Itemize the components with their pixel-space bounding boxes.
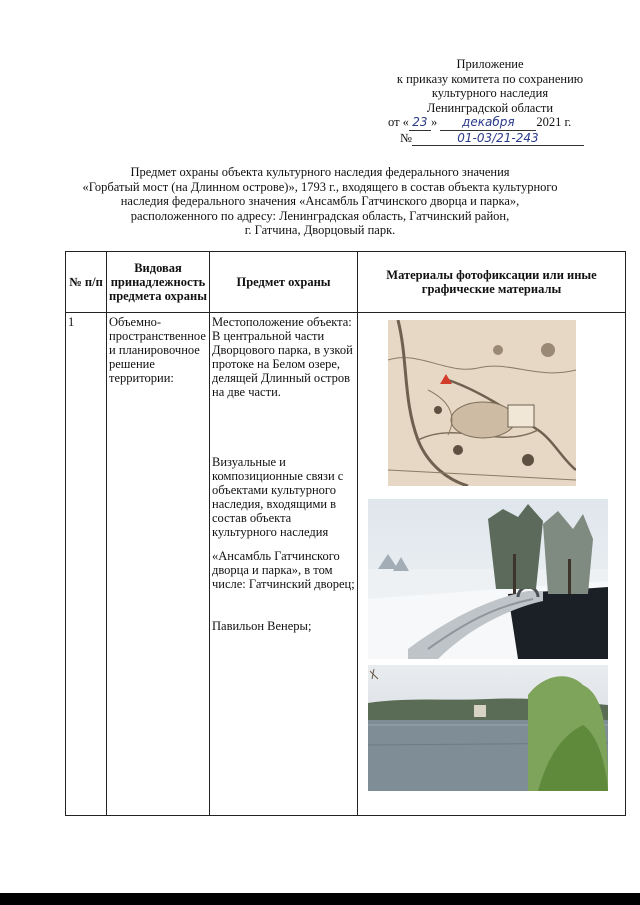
cell-type: Объемно-пространственное и планировочное решение территории: [107, 313, 210, 816]
appendix-number: № 01-03/21-243 [370, 131, 610, 147]
order-number: 01-03/21-243 [412, 131, 584, 147]
table-header-row [66, 252, 626, 313]
lake-pavilion-photo [368, 665, 608, 791]
appendix-title: Приложение [456, 57, 524, 71]
table-row [66, 313, 626, 816]
appendix-order: к приказу комитета по сохранению [396, 71, 584, 86]
header-materials: Материалы фотофиксации или иные графические материалы [358, 252, 626, 313]
date-day: 23 [409, 115, 431, 131]
scan-bottom-edge [0, 893, 640, 905]
subject-pavilion: Павильон Венеры; [212, 619, 312, 633]
cell-subject [210, 313, 358, 816]
subject-ensemble: «Ансамбль Гатчинского дворца и парка», в том числе: Гатчинский дворец; [212, 549, 355, 591]
date-month: декабря [440, 115, 536, 131]
appendix-block [370, 57, 610, 146]
header-subject: Предмет охраны [210, 252, 358, 313]
protection-table [65, 251, 626, 816]
appendix-committee: культурного наследия [431, 86, 549, 100]
subject-visual-links: Визуальные и композиционные связи с объектами культурного наследия, входящими в состав объекта культурного наследия [212, 455, 344, 539]
appendix-date: от « 23 » декабря 2021 г. [388, 115, 572, 129]
photo-stack [360, 315, 623, 813]
header-type: Видовая принадлежность предмета охраны [107, 252, 210, 313]
appendix-region: Ленинградской области [426, 100, 554, 115]
header-num: № п/п [66, 252, 107, 313]
subject-location: Местоположение объекта: В центральной части Дворцового парка, в узкой протоке на Белом озере, делящей Длинный остров на две части. [212, 315, 353, 399]
document-title: Предмет охраны объекта культурного наследия федерального значения «Горбатый мост (на Длинном острове)», 1793 г., входящего в состав объекта культурного наследия федерального значения «Ансамбль Гатчинского дворца и парка», расположенного по адресу: Ленинградская область, Гатчинский район, г. Гатчина, Дворцовый парк. [82, 165, 558, 238]
winter-bridge-photo [368, 499, 608, 659]
cell-num: 1 [66, 313, 107, 816]
park-map-image [388, 320, 576, 486]
cell-materials [358, 313, 626, 816]
